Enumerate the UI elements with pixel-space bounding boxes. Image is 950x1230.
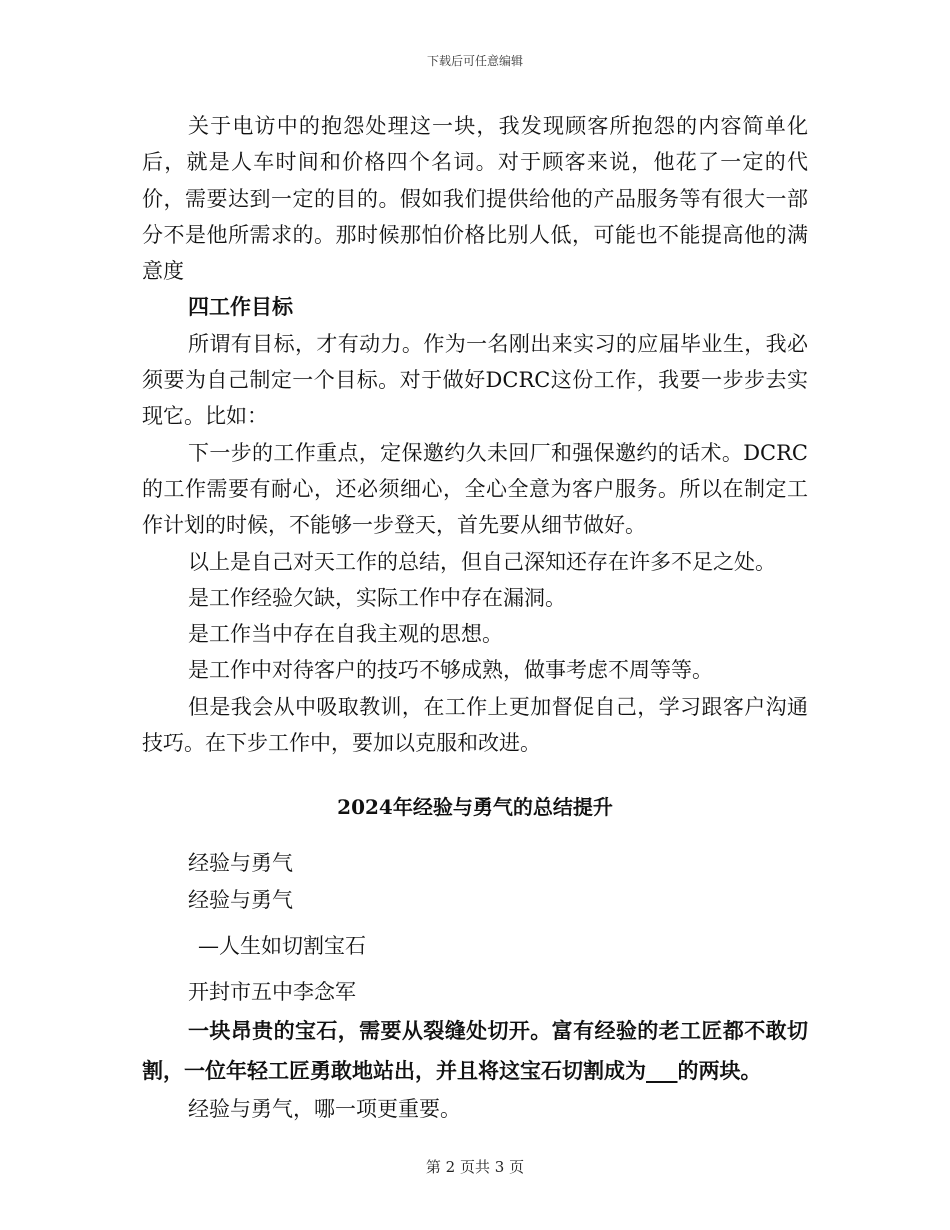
summary-line: 以上是自己对天工作的总结，但自己深知还存在许多不足之处。 bbox=[188, 549, 776, 574]
shortcoming-line-1: 是工作经验欠缺，实际工作中存在漏洞。 bbox=[188, 585, 566, 610]
complaint-paragraph: 关于电访中的抱怨处理这一块，我发现顾客所抱怨的内容简单化后，就是人车时间和价格四个名词。对于顾客来说，他花了一定的代价，需要达到一定的目的。假如我们提供给他的产品服务等有很大一部分不是他所需求的。那时候那怕价格比别人低，可能也不能提高他的满意度 bbox=[142, 114, 808, 284]
gem-paragraph: 一块昂贵的宝石，需要从裂缝处切开。富有经验的老工匠都不敢切割，一位年轻工匠勇敢地站出，并且将这宝石切割成为___的两块。 bbox=[142, 1017, 808, 1083]
article-author: 开封市五中李念军 bbox=[188, 980, 356, 1005]
article-title: 2024年经验与勇气的总结提升 bbox=[337, 795, 613, 820]
article-subtitle: —人生如切割宝石 bbox=[198, 933, 366, 958]
shortcoming-line-2: 是工作当中存在自我主观的思想。 bbox=[188, 622, 503, 647]
article-line-1: 经验与勇气 bbox=[188, 851, 293, 876]
article-line-2: 经验与勇气 bbox=[188, 887, 293, 912]
improvement-paragraph: 但是我会从中吸取教训，在工作上更加督促自己，学习跟客户沟通技巧。在下步工作中，要加以克服和改进。 bbox=[142, 694, 808, 756]
document-body bbox=[142, 108, 808, 1127]
section-heading-work-goals: 四工作目标 bbox=[188, 294, 293, 320]
next-step-paragraph: 下一步的工作重点，定保邀约久未回厂和强保邀约的话术。DCRC的工作需要有耐心，还必须细心，全心全意为客户服务。所以在制定工作计划的时候，不能够一步登天，首先要从细节做好。 bbox=[142, 440, 808, 538]
page-footer: 第 2 页共 3 页 bbox=[425, 1158, 525, 1176]
question-line: 经验与勇气，哪一项更重要。 bbox=[188, 1096, 461, 1121]
goal-paragraph: 所谓有目标，才有动力。作为一名刚出来实习的应届毕业生，我必须要为自己制定一个目标。对于做好DCRC这份工作，我要一步步去实现它。比如： bbox=[142, 331, 808, 429]
shortcoming-line-3: 是工作中对待客户的技巧不够成熟，做事考虑不周等等。 bbox=[188, 658, 713, 683]
page-header: 下载后可任意编辑 bbox=[426, 54, 523, 68]
